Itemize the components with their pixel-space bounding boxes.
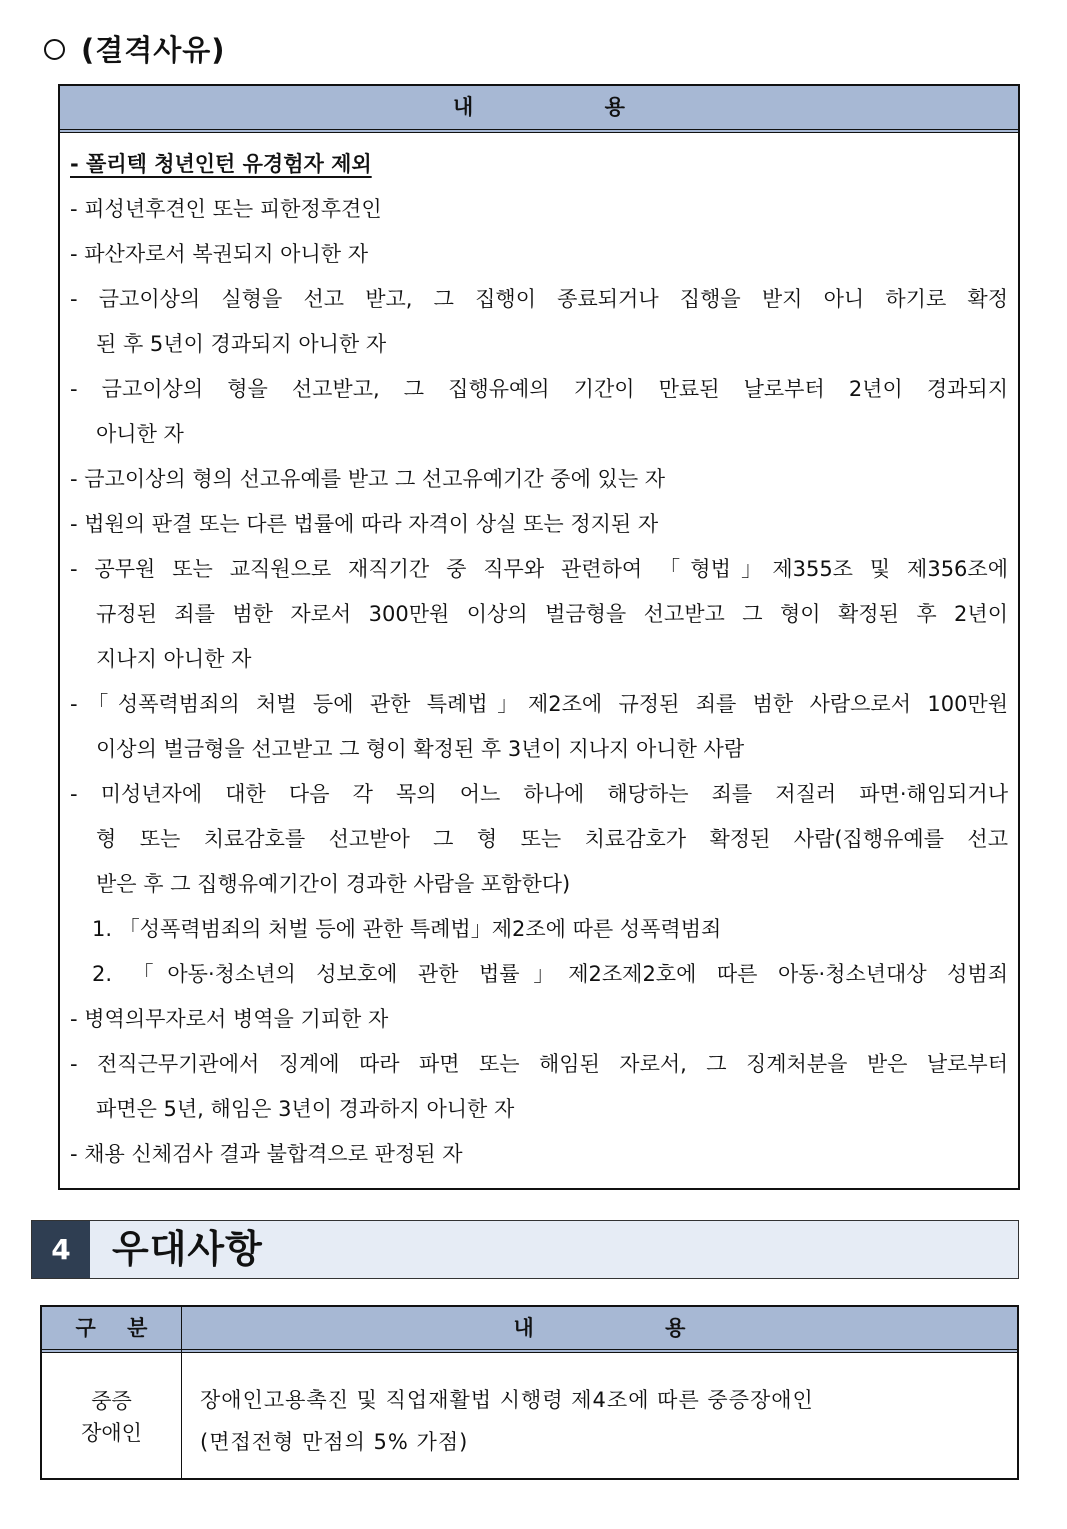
- list-item: -「성폭력범죄의 처벌 등에 관한 특례법」제2조에 규정된 죄를 범한 사람으로서 100만원: [70, 692, 1008, 716]
- section-heading: [44, 28, 226, 69]
- content-line: 장애인고용촉진 및 직업재활법 시행령 제4조에 따른 중증장애인: [200, 1388, 814, 1412]
- list-item-continuation: 형 또는 치료감호를 선고받아 그 형 또는 치료감호가 확정된 사람(집행유예를 선고: [96, 827, 1008, 851]
- list-item: - 채용 신체검사 결과 불합격으로 판정된 자: [70, 1142, 463, 1166]
- preference-table: [40, 1305, 1019, 1480]
- section-4-title-bar: [31, 1220, 1019, 1279]
- list-item: - 금고이상의 실형을 선고 받고, 그 집행이 종료되거나 집행을 받지 아니 하기로 확정: [70, 287, 1008, 311]
- list-item-continuation: 받은 후 그 집행유예기간이 경과한 사람을 포함한다): [96, 872, 571, 896]
- list-item: - 금고이상의 형을 선고받고, 그 집행유예의 기간이 만료된 날로부터 2년이 경과되지: [70, 377, 1008, 401]
- category-line: 중증: [91, 1389, 132, 1413]
- list-item-continuation: 된 후 5년이 경과되지 아니한 자: [96, 332, 387, 356]
- list-item: - 미성년자에 대한 다음 각 목의 어느 하나에 해당하는 죄를 저질러 파면·해임되거나: [70, 782, 1008, 806]
- list-item-continuation: 파면은 5년, 해임은 3년이 경과하지 아니한 자: [96, 1097, 515, 1121]
- list-item-continuation: 아니한 자: [96, 422, 184, 446]
- category-line: 장애인: [81, 1421, 142, 1445]
- list-item: - 전직근무기관에서 징계에 따라 파면 또는 해임된 자로서, 그 징계처분을 받은 날로부터: [70, 1052, 1008, 1076]
- header-content: 내 용: [513, 1316, 748, 1340]
- disqualification-table: [58, 84, 1020, 1190]
- list-item-continuation: 이상의 벌금형을 선고받고 그 형이 확정된 후 3년이 지나지 아니한 사람: [96, 737, 745, 761]
- section-heading-text: (결격사유): [81, 33, 226, 67]
- header-category: 구 분: [75, 1316, 160, 1340]
- sub-list-item: 2. 「아동·청소년의 성보호에 관한 법률」제2조제2호에 따른 아동·청소년대상 성범죄: [92, 962, 1008, 986]
- list-item: - 폴리텍 청년인턴 유경험자 제외: [70, 152, 372, 176]
- disqualification-list: [70, 142, 1008, 1177]
- list-item: - 법원의 판결 또는 다른 법률에 따라 자격이 상실 또는 정지된 자: [70, 512, 659, 536]
- list-item: - 파산자로서 복권되지 아니한 자: [70, 242, 368, 266]
- list-item-continuation: 지나지 아니한 자: [96, 647, 252, 671]
- list-item: - 병역의무자로서 병역을 기피한 자: [70, 1007, 389, 1031]
- circle-bullet-icon: [44, 39, 65, 60]
- section-title: 우대사항: [112, 1227, 263, 1271]
- list-item-continuation: 규정된 죄를 범한 자로서 300만원 이상의 벌금형을 선고받고 그 형이 확정된 후 2년이: [96, 602, 1008, 626]
- list-item: - 피성년후견인 또는 피한정후견인: [70, 197, 382, 221]
- list-item: - 금고이상의 형의 선고유예를 받고 그 선고유예기간 중에 있는 자: [70, 467, 666, 491]
- list-item: - 공무원 또는 교직원으로 재직기간 중 직무와 관련하여 「형법」제355조 및 제356조에: [70, 557, 1008, 581]
- content-cell: [200, 1379, 814, 1463]
- section-number-badge: 4: [32, 1221, 90, 1278]
- category-cell: [42, 1385, 181, 1449]
- content-line: (면접전형 만점의 5% 가점): [200, 1430, 469, 1454]
- disqualification-table-header: 내 용: [60, 86, 1018, 133]
- sub-list-item: 1. 「성폭력범죄의 처벌 등에 관한 특례법」제2조에 따른 성폭력범죄: [92, 917, 722, 941]
